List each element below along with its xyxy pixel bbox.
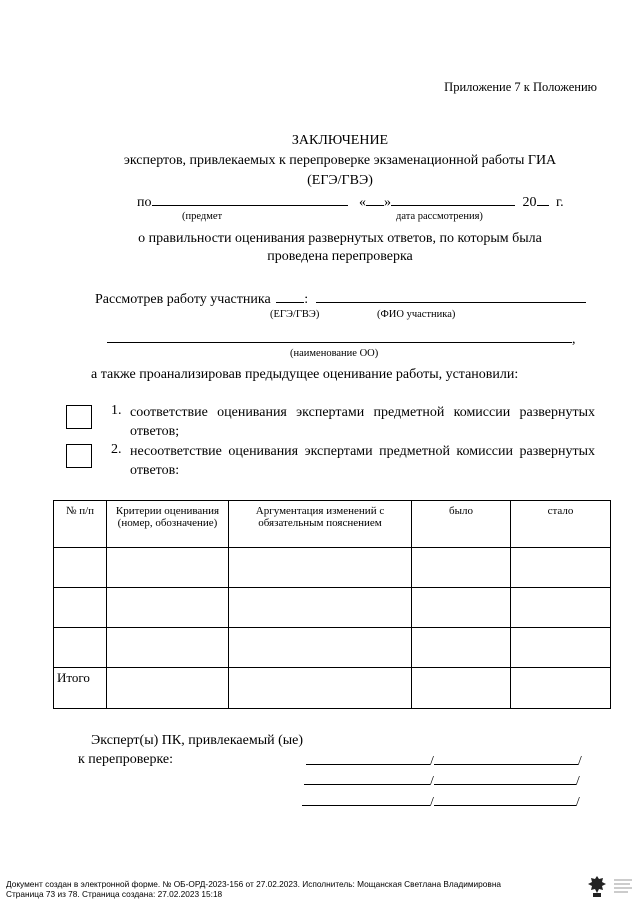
signature-blank[interactable] bbox=[302, 791, 430, 806]
table-cell[interactable] bbox=[229, 548, 412, 588]
signature-row-2 bbox=[304, 770, 580, 790]
total-label: Итого bbox=[54, 668, 107, 709]
option-1-number: 1. bbox=[111, 403, 122, 418]
purpose-line-2: проведена перепроверка bbox=[267, 249, 413, 264]
signature-name-blank[interactable] bbox=[434, 750, 578, 765]
footer-document-info: Документ создан в электронной форме. № ОБ-ОРД-2023-156 от 27.02.2023. Исполнитель: Мощанская Светлана Владимировна bbox=[6, 879, 502, 889]
table-cell[interactable] bbox=[229, 668, 412, 709]
signature-name-blank[interactable] bbox=[434, 791, 576, 806]
appendix-note: Приложение 7 к Положению bbox=[444, 80, 597, 94]
header-num: № п/п bbox=[54, 501, 107, 548]
table-header-row bbox=[54, 501, 611, 548]
subject-hint: (предмет bbox=[182, 211, 223, 222]
table-cell[interactable] bbox=[107, 588, 229, 628]
signature-name-blank[interactable] bbox=[434, 770, 576, 785]
title-line-2: (ЕГЭ/ГВЭ) bbox=[307, 173, 373, 188]
header-criteria: Критерии оценивания (номер, обозначение) bbox=[107, 501, 229, 548]
table-row bbox=[54, 628, 611, 668]
org-name-blank[interactable] bbox=[107, 328, 572, 343]
table-cell[interactable] bbox=[412, 588, 511, 628]
assessment-table bbox=[53, 500, 611, 709]
table-cell[interactable] bbox=[229, 588, 412, 628]
option-2-number: 2. bbox=[111, 442, 122, 457]
table-row bbox=[54, 548, 611, 588]
participant-lead: Рассмотрев работу участника bbox=[95, 292, 271, 307]
table-cell[interactable] bbox=[511, 548, 611, 588]
table-cell[interactable] bbox=[412, 548, 511, 588]
option-1-checkbox[interactable] bbox=[66, 405, 92, 429]
participant-name-hint: (ФИО участника) bbox=[377, 309, 456, 320]
table-cell[interactable] bbox=[54, 588, 107, 628]
table-cell[interactable] bbox=[412, 628, 511, 668]
quote-close: » bbox=[384, 195, 391, 210]
table-cell[interactable] bbox=[511, 628, 611, 668]
org-comma: , bbox=[572, 332, 576, 347]
signature-slash: / bbox=[430, 754, 434, 769]
purpose-line-1: о правильности оценивания развернутых ответов, по которым была bbox=[138, 231, 542, 246]
exam-type-hint: (ЕГЭ/ГВЭ) bbox=[270, 309, 320, 320]
option-2-checkbox[interactable] bbox=[66, 444, 92, 468]
signature-label-2: к перепроверке: bbox=[78, 752, 174, 767]
signature-label-1: Эксперт(ы) ПК, привлекаемый (ые) bbox=[91, 733, 304, 748]
participant-row bbox=[95, 288, 586, 308]
signature-slash: / bbox=[430, 774, 434, 789]
table-total-row bbox=[54, 668, 611, 709]
table-cell[interactable] bbox=[107, 668, 229, 709]
table-cell[interactable] bbox=[229, 628, 412, 668]
header-was: было bbox=[412, 501, 511, 548]
title-line-1: экспертов, привлекаемых к перепроверке экзаменационной работы ГИА bbox=[123, 153, 557, 168]
header-argumentation: Аргументация изменений с обязательным пояснением bbox=[229, 501, 412, 548]
quote-open: « bbox=[359, 195, 366, 210]
footer-page-info: Страница 73 из 78. Страница создана: 27.02.2023 15:18 bbox=[6, 889, 223, 899]
table-cell[interactable] bbox=[107, 628, 229, 668]
document-heading: ЗАКЛЮЧЕНИЕ bbox=[291, 133, 389, 148]
header-became: стало bbox=[511, 501, 611, 548]
signature-row-1 bbox=[306, 750, 582, 770]
table-cell[interactable] bbox=[412, 668, 511, 709]
po-label: по bbox=[137, 195, 152, 210]
option-2-text: несоответствие оценивания экспертами предметной комиссии развернутых ответов: bbox=[130, 444, 595, 478]
signature-blank[interactable] bbox=[304, 770, 430, 785]
year-prefix: 20 bbox=[522, 195, 537, 210]
date-hint: дата рассмотрения) bbox=[396, 211, 483, 222]
org-row bbox=[107, 328, 576, 348]
signature-blank[interactable] bbox=[306, 750, 430, 765]
emblem-icon bbox=[586, 874, 608, 903]
participant-name-blank[interactable] bbox=[316, 288, 586, 303]
year-blank[interactable] bbox=[537, 191, 549, 206]
table-cell[interactable] bbox=[54, 548, 107, 588]
logo-caption-icon bbox=[612, 876, 634, 898]
month-blank[interactable] bbox=[391, 191, 515, 206]
subject-date-row bbox=[137, 191, 564, 211]
year-suffix: г. bbox=[556, 195, 564, 210]
signature-slash: / bbox=[430, 795, 434, 810]
signature-slash: / bbox=[575, 774, 580, 789]
signature-row-3 bbox=[302, 791, 580, 811]
table-cell[interactable] bbox=[511, 588, 611, 628]
participant-colon: : bbox=[304, 292, 309, 307]
table-cell[interactable] bbox=[511, 668, 611, 709]
signature-slash: / bbox=[575, 795, 580, 810]
day-blank[interactable] bbox=[366, 191, 384, 206]
signature-slash: / bbox=[577, 754, 582, 769]
org-hint: (наименование ОО) bbox=[290, 348, 379, 359]
table-cell[interactable] bbox=[54, 628, 107, 668]
subject-blank[interactable] bbox=[152, 191, 348, 206]
table-cell[interactable] bbox=[107, 548, 229, 588]
option-1-text: соответствие оценивания экспертами предметной комиссии развернутых ответов; bbox=[130, 405, 595, 439]
exam-type-blank[interactable] bbox=[276, 288, 304, 303]
conclusion-text: а также проанализировав предыдущее оценивание работы, установили: bbox=[91, 367, 519, 382]
table-row bbox=[54, 588, 611, 628]
